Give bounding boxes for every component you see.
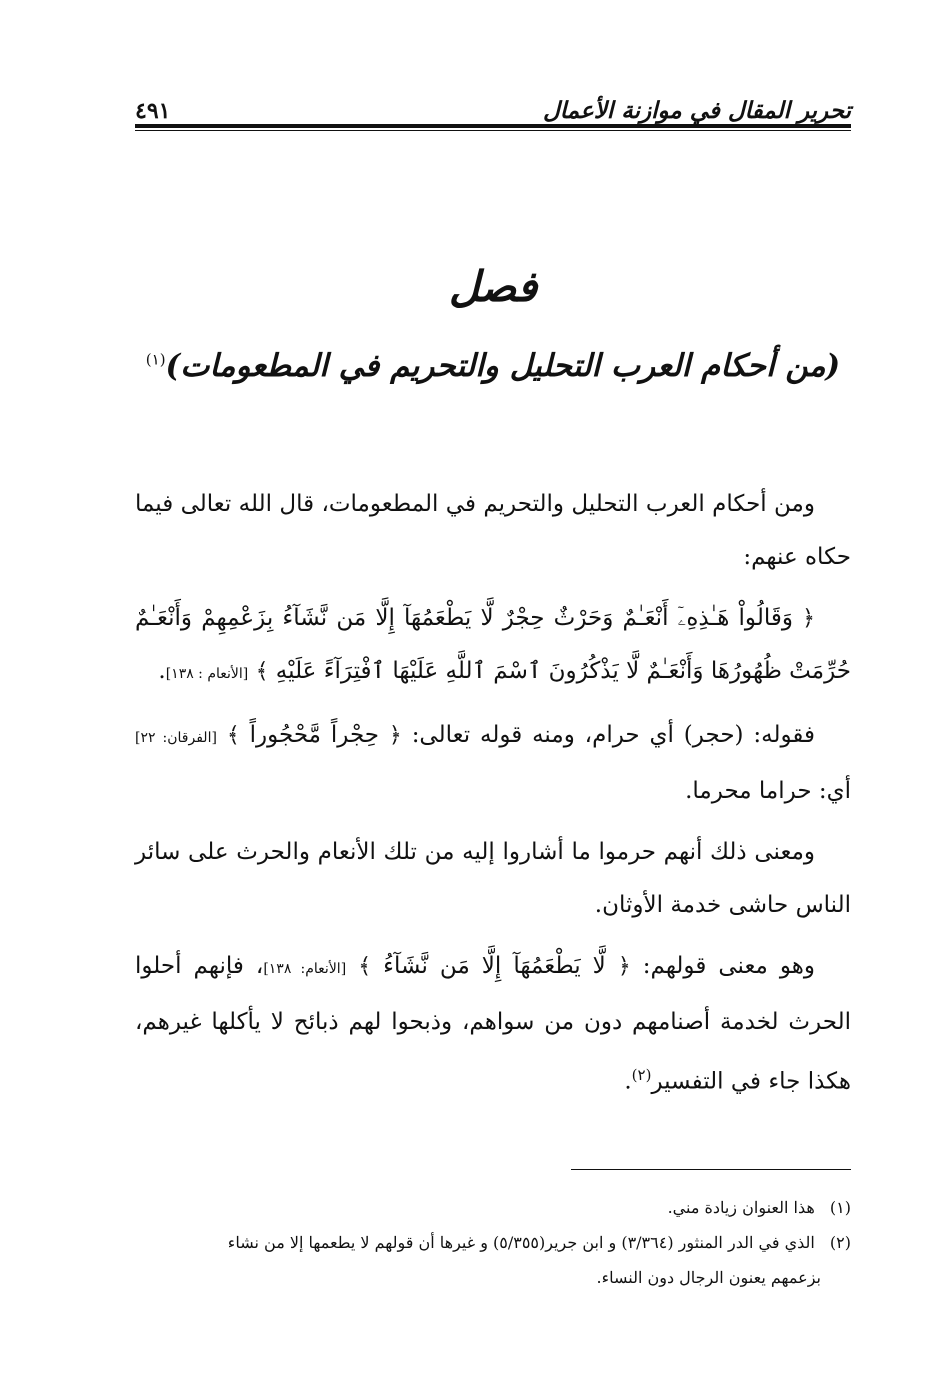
paragraph-2 bbox=[135, 709, 851, 818]
footnote-number: (٢) bbox=[829, 1233, 851, 1252]
section-title: فصل bbox=[448, 262, 538, 311]
footnotes bbox=[135, 1190, 851, 1295]
footnote-2-continuation: بزعمهم يعنون الرجال دون النساء. bbox=[596, 1268, 821, 1287]
verse-reference: [الأنعام : ١٣٨] bbox=[165, 666, 249, 682]
section-subtitle-text: (من أحكام العرب التحليل والتحريم في المطعومات) bbox=[165, 348, 841, 384]
verse-reference: [الفرقان: ٢٢] bbox=[135, 730, 217, 746]
section-subtitle bbox=[135, 348, 851, 384]
footnote-2 bbox=[135, 1225, 851, 1260]
running-header-title: تحرير المقال في موازنة الأعمال bbox=[543, 97, 851, 124]
paragraph-4-tail: ، فإنهم أحلوا الحرث لخدمة أصنامهم دون من سواهم، وذبحوا لهم ذبائح لا يأكلها غيرهم، هكذا جاء في التفسير bbox=[135, 953, 851, 1095]
verse-close-bracket: ﴾ bbox=[255, 659, 269, 684]
paragraph-4-end: . bbox=[624, 1068, 632, 1095]
footnote-text: هذا العنوان زيادة مني. bbox=[667, 1198, 815, 1217]
footnote-marker-1: (١) bbox=[145, 350, 166, 369]
verse-text: لَّا يَطْعَمُهَآ إِلَّا مَن نَّشَآءُ bbox=[383, 953, 606, 979]
body-text bbox=[135, 478, 851, 1117]
paragraph-3: ومعنى ذلك أنهم حرموا ما أشاروا إليه من تلك الأنعام والحرث على سائر الناس حاشى خدمة الأوثان. bbox=[135, 839, 851, 918]
footnote-number: (١) bbox=[829, 1198, 851, 1217]
paragraph-2-lead: فقوله: (حجر) أي حرام، ومنه قوله تعالى: bbox=[411, 722, 815, 748]
verse-open-bracket: ﴿ bbox=[802, 606, 816, 631]
footnote-marker-2: (٢) bbox=[631, 1066, 652, 1084]
footnote-1 bbox=[135, 1190, 851, 1225]
header-rule-thin bbox=[135, 130, 851, 131]
verse-open-bracket: ﴿ bbox=[617, 954, 631, 979]
page-number: ٤٩١ bbox=[135, 98, 171, 124]
header-rule-thick bbox=[135, 124, 851, 128]
verse-close-bracket: ﴾ bbox=[358, 954, 372, 979]
verse-open-bracket: ﴿ bbox=[388, 723, 402, 748]
paragraph-4 bbox=[135, 940, 851, 1109]
footnote-text: الذي في الدر المنثور (٣/٣٦٤) و ابن جرير(٥/٣٥٥) و غيرها أن قولهم لا يطعمها إلا من نشاء bbox=[227, 1233, 815, 1252]
paragraph-4-lead: وهو معنى قولهم: bbox=[642, 953, 816, 979]
verse-close-bracket: ﴾ bbox=[226, 723, 240, 748]
quran-verse-1: ﴿ وَقَالُواْ هَـٰذِهِۦٓ أَنْعَـٰمٌ وَحَرْثٌ حِجْرٌ لَّا يَطْعَمُهَآ إِلَّا مَن نَّشَآءُ بِزَعْمِهِمْ وَأَنْعَـٰمٌ حُرِّمَتْ ظُهُورُهَا وَأَنْعَـٰمٌ لَّا يَذْكُرُونَ ٱسْمَ ٱللَّهِ عَلَيْهَا ٱفْتِرَآءً عَلَيْهِ ﴾ [الأنعام : ١٣٨]. bbox=[135, 605, 851, 684]
running-header bbox=[135, 84, 851, 124]
verse-text: حِجْراً مَّحْجُوراً bbox=[249, 722, 380, 748]
footnote-separator bbox=[571, 1169, 851, 1170]
paragraph-2-tail: أي: حراما محرما. bbox=[685, 778, 851, 804]
verse-text: وَقَالُواْ هَـٰذِهِۦٓ أَنْعَـٰمٌ وَحَرْثٌ حِجْرٌ لَّا يَطْعَمُهَآ إِلَّا مَن نَّشَآءُ بِزَعْمِهِمْ وَأَنْعَـٰمٌ حُرِّمَتْ ظُهُورُهَا وَأَنْعَـٰمٌ لَّا يَذْكُرُونَ ٱسْمَ ٱللَّهِ عَلَيْهَا ٱفْتِرَآءً عَلَيْهِ bbox=[135, 605, 851, 684]
verse-reference: [الأنعام: ١٣٨] bbox=[263, 961, 347, 977]
paragraph-1: ومن أحكام العرب التحليل والتحريم في المطعومات، قال الله تعالى فيما حكاه عنهم: bbox=[135, 491, 851, 570]
